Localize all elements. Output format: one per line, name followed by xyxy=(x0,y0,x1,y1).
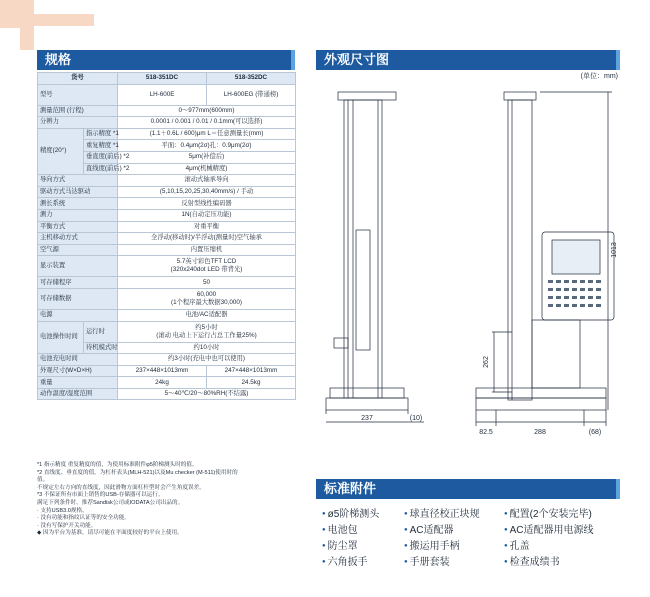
table-row: 主机移动方式 全浮动(移动时)/半浮动(测量时)空气轴承 xyxy=(38,233,296,245)
footnote: 值。 xyxy=(37,477,49,484)
table-row: 分辨力 0.0001 / 0.001 / 0.01 / 0.1mm(可以选择) xyxy=(38,117,296,129)
front-view xyxy=(326,92,424,422)
spec-section-title: 规格 xyxy=(37,50,295,70)
accessories-section-title: 标准附件 xyxy=(316,479,620,499)
list-item: ● 检查成绩书 xyxy=(504,553,560,568)
list-item: ● 孔盖 xyxy=(504,537,530,552)
table-row: 测量范围 (行程) 0～977mm(600mm) xyxy=(38,105,296,117)
table-row: 垂直度(前后) *2 5μm(补偿后) xyxy=(38,151,296,163)
footnotes xyxy=(37,462,299,538)
table-row: 可存储数据 60,000 (1个程序最大数据30,000) xyxy=(38,288,296,309)
spec-table xyxy=(37,72,296,400)
list-item: ● 防尘罩 xyxy=(322,537,358,552)
table-row: 待机模式时 约10小时 xyxy=(38,342,296,354)
footnote: *2 直线度、垂直度的值，为杠杆表头(MLH-521)以及Mu checker (M-511)使用时的 xyxy=(37,469,238,476)
dim-depth-front-label: 82.5 xyxy=(479,429,493,436)
side-view xyxy=(476,92,614,426)
list-item: ● 搬运用手柄 xyxy=(404,537,460,552)
unit-label: (单位：mm) xyxy=(580,73,618,80)
footnote: 不规定左右方向的直线度，因此滑物方面杠杆型时会产生角度误差。 xyxy=(37,484,205,491)
footnote: ◆ 因为平台为基准，请尽可能在平面度较好的平台上使用。 xyxy=(37,530,183,537)
keypad xyxy=(548,280,601,307)
corner-decoration-bar xyxy=(0,14,94,26)
list-item: ● 配置(2个安装完毕) xyxy=(504,505,592,520)
dim-offset-label: (10) xyxy=(409,415,423,422)
table-row: 电池操作时间 运行时 约5小时 (滚动 电动上下运行占总工作量25%) xyxy=(38,321,296,342)
dimension-drawing xyxy=(316,70,620,442)
table-row: 精度(20°) 指示精度 *1 (1.1＋0.6L / 600)μm L＝任意测量长(mm) xyxy=(38,128,296,140)
table-row: 测力 1N(自动定压功能) xyxy=(38,209,296,221)
footnote: · 没有功能和指纹认证等的安全功能。 xyxy=(37,515,130,522)
table-row: 导向方式 滚动式轴承导向 xyxy=(38,175,296,187)
list-item: ● 六角扳手 xyxy=(322,553,368,568)
list-item: ● 手册套装 xyxy=(404,553,450,568)
dim-width-label: 237 xyxy=(361,415,373,422)
dim-stroke-label: 262 xyxy=(483,356,490,368)
table-row: 重量 24kg 24.5kg xyxy=(38,377,296,389)
footnote: · 没有写保护开关功能。 xyxy=(37,522,97,529)
table-row: 电源 电池/AC适配器 xyxy=(38,309,296,321)
table-row: 驱动方式马达驱动 (5,10,15,20,25,30,40mm/s) / 手动 xyxy=(38,186,296,198)
table-row: 货号 518-351DC 518-352DC xyxy=(38,73,296,85)
table-row: 直线度(前后) *2 4μm(机械精度) xyxy=(38,163,296,175)
table-row: 电池充电时间 约3小时(充电中也可以使用) xyxy=(38,354,296,366)
table-row: 测长系统 反射型线性编码器 xyxy=(38,198,296,210)
table-row: 空气源 内置压缩机 xyxy=(38,244,296,256)
table-row: 可存储程序 50 xyxy=(38,277,296,289)
table-row: 动作温度/湿度范围 5～40℃/20～80%RH(不结露) xyxy=(38,388,296,400)
footnote: *1 指示精度 重复精度的值，为使用标准附件φ5阶梯测头时的值。 xyxy=(37,462,198,468)
dim-height-label: 1013 xyxy=(611,242,618,258)
list-item: ● 球直径校正块规 xyxy=(404,505,480,520)
footnote: 满足下列条件时，推荐Sandisk公司或IODATA公司出品的。 xyxy=(37,499,184,506)
dim-depth-rear-label: (68) xyxy=(588,429,602,436)
table-row: 显示装置 5.7英寸彩色TFT LCD (320x240dot LED 带背光) xyxy=(38,256,296,277)
table-row: 外观尺寸(W×D×H) 237×448×1013mm 247×448×1013mm xyxy=(38,365,296,377)
table-row: 平衡方式 对重平衡 xyxy=(38,221,296,233)
list-item: ● ø5阶梯测头 xyxy=(322,505,379,520)
dims-section-title: 外观尺寸图 xyxy=(316,50,620,70)
list-item: ● 电池包 xyxy=(322,521,358,536)
list-item: ● AC适配器 xyxy=(404,521,454,536)
table-row: 型号 LH-600E LH-600EG (带通榜) xyxy=(38,84,296,105)
dim-depth-label: 288 xyxy=(534,429,546,436)
list-item: ● AC适配器用电源线 xyxy=(504,521,594,536)
footnote: *3 不保证所有市面上销售的USB-存储器可以运行。 xyxy=(37,492,164,499)
footnote: · 支持USB3.0规格。 xyxy=(37,507,88,514)
table-row: 重复精度 *1 平面：0.4μm(2σ)孔：0.9μm(2σ) xyxy=(38,140,296,152)
